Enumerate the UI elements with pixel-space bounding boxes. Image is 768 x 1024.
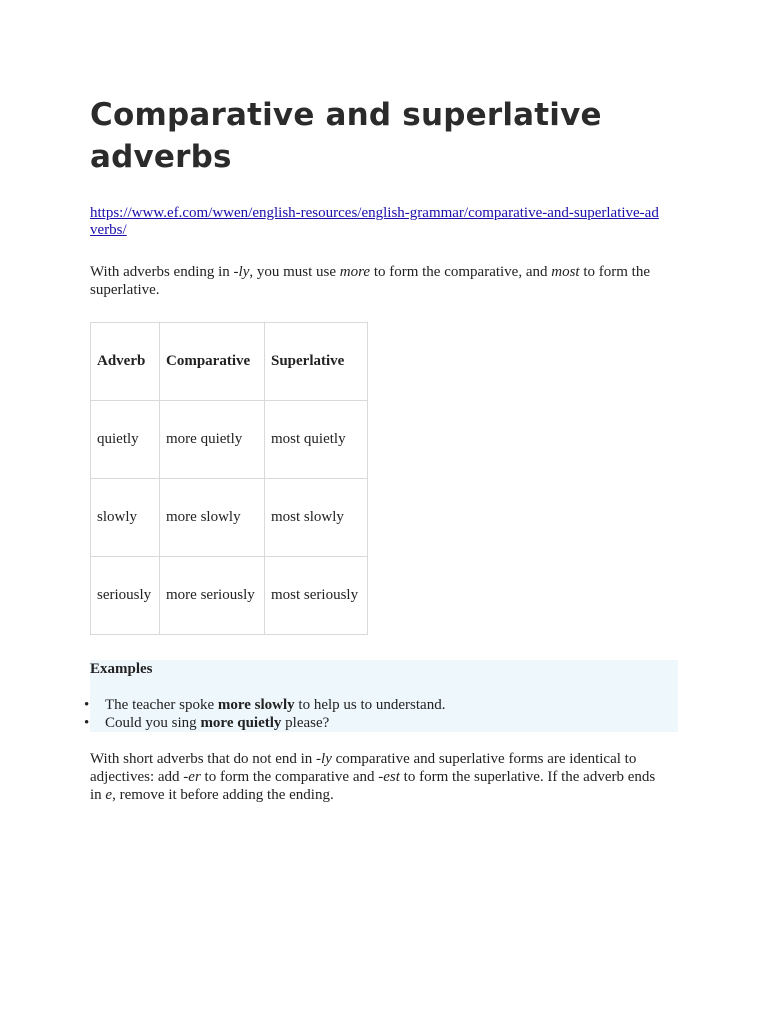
intro-paragraph (90, 263, 670, 299)
bullet-icon: • (84, 715, 90, 731)
intro-text: to form the superlative. (90, 264, 650, 298)
table-row (91, 557, 368, 635)
intro-text: With adverbs ending in - (90, 264, 239, 280)
table-cell: more slowly (160, 479, 265, 557)
table-cell: most quietly (265, 401, 368, 479)
rule-italic: ly (321, 751, 332, 767)
table-cell: most slowly (265, 479, 368, 557)
example-text: to help us to understand. (294, 697, 446, 713)
intro-italic: ly (238, 264, 250, 280)
example-text: Could you sing (105, 715, 201, 731)
table-cell: quietly (91, 401, 160, 479)
header-adverb: Adverb (91, 323, 160, 401)
intro-italic: more (339, 264, 371, 280)
rule-text: , remove it before adding the ending. (112, 787, 334, 803)
table-cell: slowly (91, 479, 160, 557)
page-title: Comparative and superlative adverbs (90, 97, 602, 175)
examples-list (84, 696, 446, 732)
table-row (91, 479, 368, 557)
header-comparative: Comparative (160, 323, 265, 401)
source-link[interactable]: https://www.ef.com/wwen/english-resources/english-grammar/comparative-and-superlative-adverbs/ (90, 205, 659, 238)
example-text: The teacher spoke (105, 697, 218, 713)
list-item (84, 696, 446, 714)
adverb-table (90, 322, 368, 635)
table-cell: more seriously (160, 557, 265, 635)
table-header-row (91, 323, 368, 401)
table-cell: more quietly (160, 401, 265, 479)
rule-italic: est (383, 769, 400, 785)
examples-box (84, 660, 678, 732)
bullet-icon: • (84, 697, 90, 713)
table-cell: seriously (91, 557, 160, 635)
rule-text: comparative and superlative forms are identical to adjectives: add - (90, 751, 637, 785)
examples-title: Examples (90, 661, 153, 677)
rule-paragraph (90, 750, 670, 804)
table-cell: most seriously (265, 557, 368, 635)
rule-text: to form the superlative. If the adverb ends in (90, 769, 656, 803)
table-row (91, 401, 368, 479)
list-item (84, 714, 445, 732)
rule-italic: e (105, 787, 113, 803)
example-bold: more slowly (217, 697, 295, 713)
example-bold: more quietly (200, 715, 282, 731)
header-superlative: Superlative (265, 323, 368, 401)
intro-italic: most (551, 264, 580, 280)
rule-text: With short adverbs that do not end in - (90, 751, 322, 767)
rule-italic: er (188, 769, 201, 785)
example-text: please? (281, 715, 330, 731)
intro-text: to form the comparative, and (370, 264, 552, 280)
intro-text: , you must use (249, 264, 340, 280)
rule-text: to form the comparative and - (200, 769, 384, 785)
